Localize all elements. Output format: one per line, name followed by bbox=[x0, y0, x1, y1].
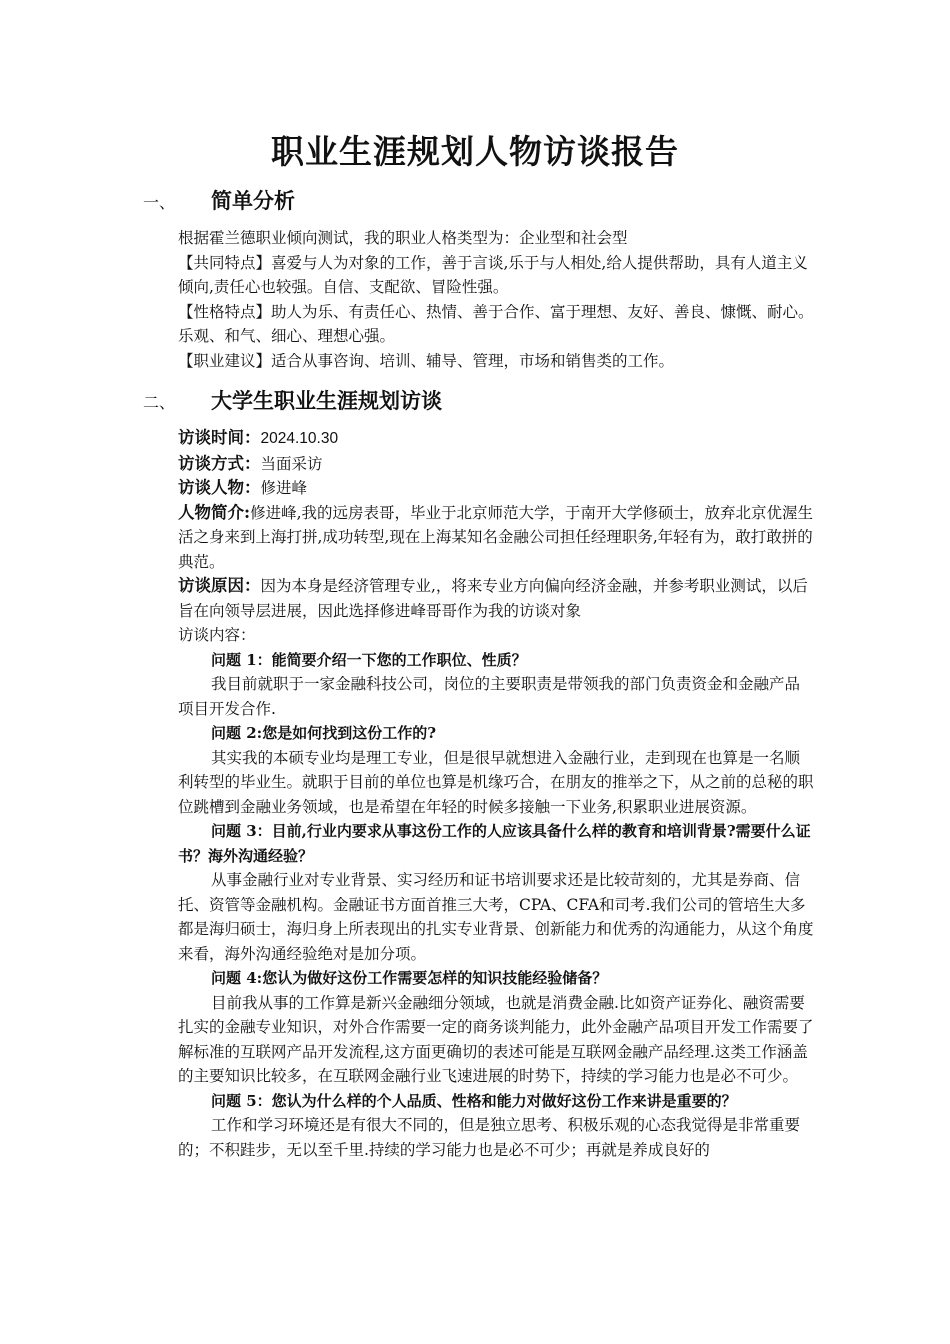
answer-5: 工作和学习环境还是有很大不同的，但是独立思考、积极乐观的心态我觉得是非常重要的；不积跬步，无以至千里.持续的学习能力也是必不可少；再就是养成良好的 bbox=[178, 1116, 801, 1159]
section-1-number: 一、 bbox=[143, 193, 176, 212]
interviewee-line bbox=[178, 476, 814, 501]
answer-2: 其实我的本硕专业均是理工专业，但是很早就想进入金融行业，走到现在也算是一名顺利转型的毕业生。就职于目前的单位也算是机缘巧合，在朋友的推举之下，从之前的总秘的职位跳槽到金融业务领域，也是希望在年轻的时候多接触一下业务,积累职业进展资源。 bbox=[178, 748, 814, 816]
profile-label: 人物简介: bbox=[178, 502, 251, 522]
section-1-body bbox=[178, 226, 814, 373]
personality-traits-paragraph: 【性格特点】助人为乐、有责任心、热情、善于合作、富于理想、友好、善良、慷慨、耐心。乐观、和气、细心、理想心强。 bbox=[178, 302, 814, 345]
question-5: 问题 5：您认为什么样的个人品质、性格和能力对做好这份工作来讲是重要的？ bbox=[211, 1091, 737, 1110]
interviewee-label: 访谈人物： bbox=[178, 478, 261, 497]
profile-text: 修进峰,我的远房表哥，毕业于北京师范大学，于南开大学修硕士，放弃北京优渥生活之身来到上海打拼,成功转型,现在上海某知名金融公司担任经理职务,年轻有为，敢打敢拼的典范。 bbox=[178, 503, 814, 571]
common-traits-paragraph: 【共同特点】喜爱与人为对象的工作，善于言谈,乐于与人相处,给人提供帮助，具有人道主义倾向,责任心也较强。自信、支配欲、冒险性强。 bbox=[178, 253, 808, 296]
interview-time-value: 2024.10.30 bbox=[260, 430, 339, 447]
page-title: 职业生涯规划人物访谈报告 bbox=[271, 132, 679, 171]
interview-time-label: 访谈时间： bbox=[178, 428, 261, 447]
test-result-line: 根据霍兰德职业倾向测试，我的职业人格类型为：企业型和社会型 bbox=[178, 229, 628, 247]
interview-method-label: 访谈方式： bbox=[178, 453, 261, 473]
profile-paragraph bbox=[178, 501, 814, 575]
question-3: 问题 3：目前,行业内要求从事这份工作的人应该具备什么样的教育和培训背景?需要什么证书？海外沟通经验？ bbox=[178, 822, 811, 865]
section-1-title: 简单分析 bbox=[211, 188, 295, 213]
question-1: 问题 1：能简要介绍一下您的工作职位、性质？ bbox=[211, 650, 527, 669]
interview-time-line bbox=[178, 426, 814, 452]
question-4: 问题 4:您认为做好这份工作需要怎样的知识技能经验储备？ bbox=[211, 969, 608, 987]
section-2-number: 二、 bbox=[143, 393, 176, 412]
section-2-title: 大学生职业生涯规划访谈 bbox=[211, 388, 442, 413]
answer-4: 目前我从事的工作算是新兴金融细分领域，也就是消费金融.比如资产证券化、融资需要扎实的金融专业知识，对外合作需要一定的商务谈判能力，此外金融产品项目开发工作需要了解标准的互联网产品开发流程,这方面更确切的表述可能是互联网金融产品经理.这类工作涵盖的主要知识比较多，在互联网金融行业飞速进展的时势下，持续的学习能力也是必不可少。 bbox=[178, 993, 814, 1085]
reason-paragraph bbox=[178, 574, 814, 623]
interview-method-value: 当面采访 bbox=[260, 454, 323, 473]
question-2: 问题 2:您是如何找到这份工作的? bbox=[211, 724, 436, 742]
reason-label: 访谈原因： bbox=[178, 576, 261, 595]
career-advice-paragraph: 【职业建议】适合从事咨询、培训、辅导、管理，市场和销售类的工作。 bbox=[178, 351, 675, 370]
section-2-body bbox=[178, 426, 814, 1162]
interview-method-line bbox=[178, 452, 814, 477]
section-2-heading bbox=[143, 386, 442, 418]
interview-content-label: 访谈内容： bbox=[178, 626, 256, 644]
answer-3: 从事金融行业对专业背景、实习经历和证书培训要求还是比较苛刻的，尤其是券商、信托、资管等金融机构。金融证书方面首推三大考，CPA、CFA和司考.我们公司的管培生大多都是海归硕士，海归身上所表现出的扎实专业背景、创新能力和优秀的沟通能力，从这个角度来看，海外沟通经验绝对是加分项。 bbox=[178, 871, 814, 963]
section-1-heading bbox=[143, 186, 295, 218]
reason-text: 因为本身是经济管理专业,，将来专业方向偏向经济金融，并参考职业测试，以后旨在向领导层进展，因此选择修进峰哥哥作为我的访谈对象 bbox=[178, 577, 808, 620]
answer-1: 我目前就职于一家金融科技公司，岗位的主要职责是带领我的部门负责资金和金融产品项目开发合作. bbox=[178, 675, 801, 718]
interviewee-value: 修进峰 bbox=[260, 479, 308, 497]
